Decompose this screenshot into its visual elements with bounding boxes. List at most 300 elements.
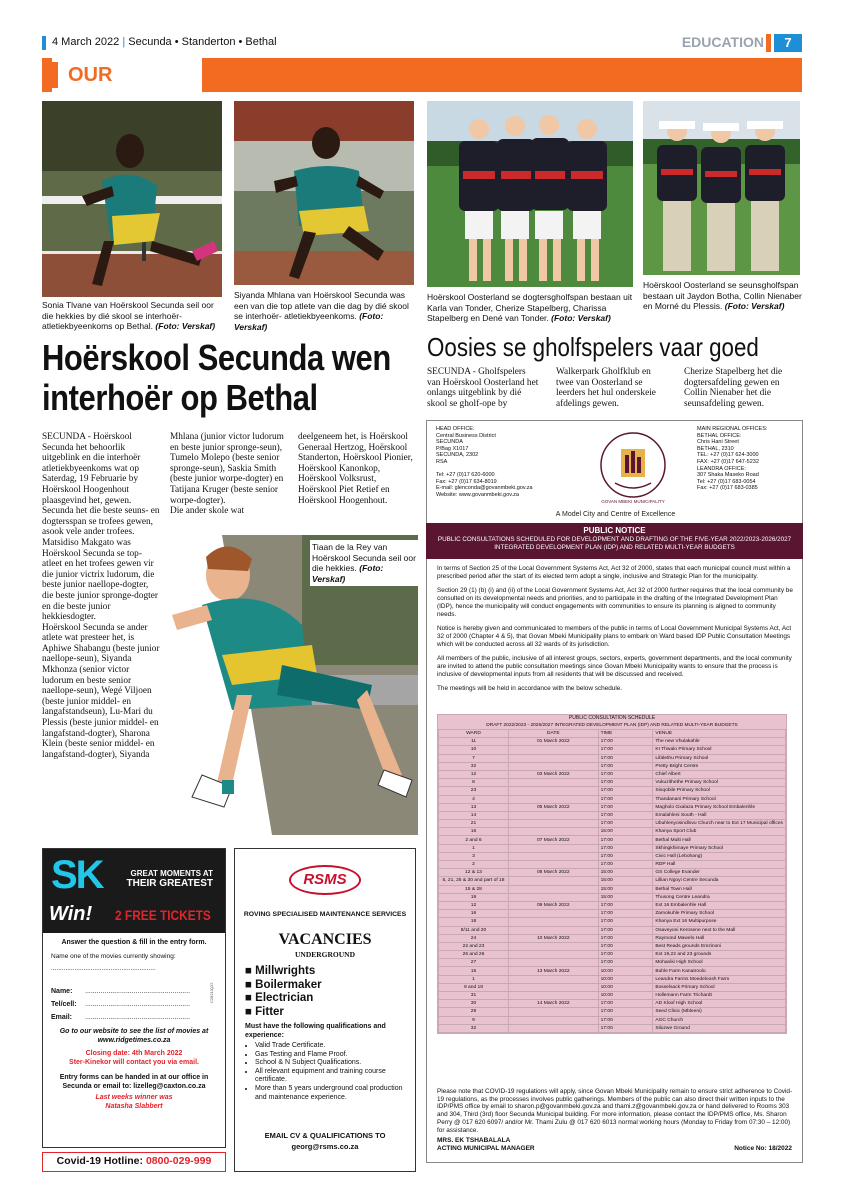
rsms-cta: EMAIL CV & QUALIFICATIONS TO — [264, 1131, 386, 1140]
photo-sonia-hurdles — [42, 101, 222, 297]
time-cell: 17:00 — [598, 787, 653, 795]
sk-instructions: Answer the question & fill in the entry form. — [61, 939, 207, 946]
date-cell: 07 March 2022 — [508, 836, 598, 844]
date-cell — [508, 844, 598, 852]
ward-cell: 7 — [439, 754, 509, 762]
photo-boys-golf-team — [643, 101, 800, 275]
time-cell: 15:00 — [598, 869, 653, 877]
rsms-logo: RSMS — [289, 865, 361, 895]
date-cell — [508, 852, 598, 860]
caption-sonia-text: Sonia Tlvane van Hoërskool Secunda seil oor die hekkies by dié skool se interhoër-atletiekbyeenkoms op Bethal. — [42, 300, 214, 331]
rsms-vacancies-ad — [234, 848, 416, 1172]
position-3: Electrician — [255, 992, 314, 1004]
schedule-row — [439, 918, 786, 926]
notice-p4: All members of the public, inclusive of all interest groups, sectors, experts, government departments, and the local community are invited to attend the public consultation meetings since Govan Mbeki Municipality wants to ensure that the process is inclusive of developmental inputs from all residents that will be discussed and received. — [437, 655, 792, 678]
position-4: Fitter — [255, 1005, 284, 1018]
page-header — [42, 34, 802, 54]
ward-cell: 8 — [439, 779, 509, 787]
photo-girls-golf-team — [427, 101, 633, 287]
time-cell: 17:00 — [598, 910, 653, 918]
ward-cell: 4 — [439, 795, 509, 803]
schedule-title: PUBLIC CONSULTATION SCHEDULE — [568, 715, 656, 721]
notice-p2: Section 29 (1) (b) (i) and (ii) of the Local Government Systems Act, Act 32 of 2000 further requires that the local community be consulted on its developmental needs and priorities, and to participate in the drafting of the Integrated Development Plan (IDP), hence the municipality will conduct engagements with communities to ensure its planning is aligned to community needs. — [437, 587, 793, 618]
schedule-table — [438, 729, 786, 1033]
venue-cell: AGC Church — [653, 1016, 786, 1024]
schedule-subtitle: DRAFT 2022/2023 - 2026/2027 INTEGRATED DEVELOPMENT PLAN (IDP) AND RELATED MULTI-YEAR BUDGETS — [486, 723, 738, 728]
rsms-tagline: ROVING SPECIALISED MAINTENANCE SERVICES — [243, 911, 407, 918]
signer-name: MRS. EK TSHABALALA — [437, 1137, 511, 1144]
date-cell — [508, 959, 598, 967]
time-cell: 17:00 — [598, 959, 653, 967]
time-cell: 17:00 — [598, 918, 653, 926]
col-header-time: TIME — [598, 730, 653, 738]
venue-cell: Lifalethu Primary School — [653, 754, 786, 762]
schedule-row — [439, 869, 786, 877]
notice-p1: In terms of Section 25 of the Local Government Systems Act, Act 32 of 2000, states that each municipal council must within a prescribed period after the start of its elected term adopt a single, inclusive and Strategic Plan for the municipality. — [437, 565, 791, 580]
position-1: Millwrights — [255, 965, 316, 977]
notice-footer: Please note that COVID-19 regulations will apply, since Govan Mbeki Municipality remain to ensure strict adherence to Covid-19 regulations, as the processes involves public gatherings. Members of the public can also direct their written inputs to the IDP/PMS office by email to sharon.p@govanmbeki.gov.za and thami.z@govanmbeki.gov.za or hand delivered to Rooms 303 and 304, Third (3rd) floor Secunda Municipal building. For more information, please contact the IDP/PMS office, Ms. Sharon Perry @ 017 620 6097/ and/or Mr. Thami Zulu @ 017 620 6013 normal working hours (Monday to Friday from 07:30 – 12:00) for assistance. — [437, 1088, 793, 1134]
ward-cell: 16 — [439, 910, 509, 918]
ward-cell: 22 and 23 — [439, 942, 509, 950]
rsms-requirements-heading: Must have the following qualifications and experience: — [245, 1023, 386, 1039]
schedule-row — [439, 893, 786, 901]
time-cell: 15:00 — [598, 885, 653, 893]
notice-subtitle: PUBLIC CONSULTATIONS SCHEDULED FOR DEVELOPMENT AND DRAFTING OF THE FIVE-YEAR 2022/2023-2026/2027 INTEGRATED DEVELOPMENT PLAN (IDP) AND RELATED MULTI-YEAR BUDGETS — [437, 536, 792, 551]
time-cell: 17:00 — [598, 811, 653, 819]
ward-cell: 5, 21, 25 & 30 and part of 18 — [439, 877, 509, 885]
schedule-row — [439, 983, 786, 991]
sk-email-field[interactable]: ...................................................... — [85, 1014, 191, 1021]
caption-girls-golf — [427, 292, 635, 324]
time-cell: 17:00 — [598, 1024, 653, 1032]
caption-sonia-credit: (Foto: Verskaf) — [155, 321, 216, 331]
caption-siyanda — [234, 290, 416, 332]
rsms-qualifications — [255, 1042, 409, 1102]
time-cell: 17:00 — [598, 738, 653, 746]
caption-boys-golf — [643, 280, 803, 312]
date-cell — [508, 861, 598, 869]
schedule-row — [439, 934, 786, 942]
schedule-row — [439, 861, 786, 869]
time-cell: 10:00 — [598, 983, 653, 991]
ward-cell: 13 — [439, 803, 509, 811]
venue-cell: AD Kloof High School — [653, 1000, 786, 1008]
ward-cell: 10 — [439, 746, 509, 754]
venue-cell: Lillian Ngoyi Centre Secunda — [653, 877, 786, 885]
time-cell: 17:00 — [598, 942, 653, 950]
time-cell: 17:00 — [598, 1016, 653, 1024]
head-office-address: HEAD OFFICE: Central Business District SECUNDA P/Bag X1017 SECUNDA, 2302 RSA Tel: +27 (0)17 620-6000 Fax: +27 (0)17 634-8019 E-mail: glenconda@govanmbeki.gov.za Website: www.govanmbeki.gov.za — [436, 426, 533, 498]
section-title: EDUCATION — [681, 34, 764, 50]
covid-label: Covid-19 Hotline: — [56, 1155, 144, 1167]
date-cell: 01 March 2022 — [508, 738, 598, 746]
headline-line-1: Hoërskool Secunda wen — [42, 337, 391, 378]
venue-cell: Vukuzithethe Primary School — [653, 779, 786, 787]
venue-cell: Zamokuhle Primary School — [653, 910, 786, 918]
ward-cell: 23 — [439, 787, 509, 795]
header-dateline — [52, 36, 277, 48]
venue-cell: RDP Hall — [653, 861, 786, 869]
schedule-row — [439, 787, 786, 795]
logo-text: GOVAN MBEKI MUNICIPALITY — [601, 499, 665, 504]
sk-tagline-1: GREAT MOMENTS AT — [130, 869, 213, 878]
date-cell: 09 March 2022 — [508, 901, 598, 909]
ward-cell: 18 — [439, 918, 509, 926]
rsms-vacancies-title: VACANCIES — [278, 931, 372, 948]
date-cell: 10 March 2022 — [508, 934, 598, 942]
schedule-row — [439, 885, 786, 893]
venue-cell: Ext 16 Embalenhle Hall — [653, 901, 786, 909]
notice-motto: A Model City and Centre of Excellence — [555, 511, 676, 518]
section-banner — [42, 58, 802, 92]
date-cell — [508, 983, 598, 991]
time-cell: 17:00 — [598, 770, 653, 778]
ward-cell: 9 — [439, 1016, 509, 1024]
venue-cell: Mohaniki High School — [653, 959, 786, 967]
date-cell — [508, 820, 598, 828]
ward-cell: 19 — [439, 893, 509, 901]
ward-cell: 26 and 26 — [439, 951, 509, 959]
ward-cell: 11 — [439, 738, 509, 746]
ward-cell: 12 — [439, 901, 509, 909]
story-secunda-col-2: Mhlana (junior victor ludorum en beste junior spronge-seun), Tumelo Molepo (beste senior spronge-seun), Saskia Smith (beste junior worpe-dogter) en Tatijana Kruger (beste senior worpe-dogter). Die ander skole wat — [170, 432, 284, 517]
date-cell — [508, 795, 598, 803]
venue-cell: The new Vhulakahle — [653, 738, 786, 746]
ward-cell: 32 — [439, 762, 509, 770]
schedule-row — [439, 975, 786, 983]
date-cell — [508, 926, 598, 934]
time-cell: 10:00 — [598, 967, 653, 975]
caption-tiaan — [310, 540, 418, 586]
notice-body — [437, 565, 795, 693]
time-cell: 17:00 — [598, 779, 653, 787]
time-cell: 17:00 — [598, 746, 653, 754]
venue-cell: Seed Clinic (Mbleeni) — [653, 1008, 786, 1016]
ward-cell: 1 — [439, 844, 509, 852]
schedule-row — [439, 836, 786, 844]
story-golf-col-3: Cherize Stapelberg het die dogtersafdeling gewen en Collin Nienaber het die seunsafdeling gewen. — [684, 367, 783, 409]
sk-last-label: Last weeks winner was — [95, 1094, 173, 1101]
time-cell: 17:00 — [598, 951, 653, 959]
sk-name-field[interactable]: ...................................................... — [85, 988, 191, 995]
date-cell — [508, 877, 598, 885]
sk-tel-label: Tel/cell: — [51, 1001, 77, 1008]
caption-tiaan-credit: (Foto: Verskaf) — [312, 563, 384, 584]
consultation-schedule — [437, 714, 787, 1034]
date-cell — [508, 1016, 598, 1024]
sterkinekor-competition-ad — [42, 848, 226, 1148]
ward-cell: 15 — [439, 967, 509, 975]
schedule-row — [439, 877, 786, 885]
ward-cell: 29 — [439, 1008, 509, 1016]
venue-cell: Civic Hall (Lebohang) — [653, 852, 786, 860]
date-cell — [508, 942, 598, 950]
date-cell — [508, 779, 598, 787]
covid-number: 0800-029-999 — [145, 1155, 212, 1167]
venue-cell: Ubuhlenyosindlovu Church near to Ext 17 Municipal offices — [653, 820, 786, 828]
date-cell — [508, 828, 598, 836]
sk-last-winner — [43, 1093, 225, 1111]
sk-closing-date: Closing date: 4th March 2022 — [85, 1050, 183, 1057]
schedule-row — [439, 820, 786, 828]
ward-cell: 3 — [439, 852, 509, 860]
square-bullet-icon: ■ — [245, 992, 256, 1004]
time-cell: 17:00 — [598, 762, 653, 770]
date-cell — [508, 910, 598, 918]
col-header-ward: WARD — [439, 730, 509, 738]
time-cell: 17:00 — [598, 861, 653, 869]
venue-cell: GS College Evander — [653, 869, 786, 877]
rsms-email-link[interactable]: georg@rsms.co.za — [291, 1142, 359, 1151]
schedule-row — [439, 754, 786, 762]
time-cell: 17:00 — [598, 803, 653, 811]
story-golf-col-1: SECUNDA - Gholfspelers van Hoërskool Oosterland het onlangs uitgeblink by dié skool se gholf-ope by — [427, 367, 539, 409]
story-golf-col-2: Walkerpark Gholfklub en twee van Oosterland se leerders het hul onderskeie afdelings gewen. — [556, 367, 656, 409]
rsms-positions — [245, 965, 322, 1019]
square-bullet-icon: ■ — [245, 978, 256, 991]
col-header-date: DATE — [508, 730, 598, 738]
date-cell — [508, 787, 598, 795]
schedule-row — [439, 910, 786, 918]
notice-p5: The meetings will be held in accordance with the below schedule. — [437, 685, 623, 693]
notice-number: Notice No: 18/2022 — [734, 1145, 792, 1152]
story-golf-headline: Oosies se gholfspelers vaar goed — [427, 332, 759, 362]
schedule-row — [439, 844, 786, 852]
schedule-row — [439, 1024, 786, 1032]
sk-winner-name: Natasha Slabbert — [105, 1103, 163, 1110]
venue-cell: KI Thwalo Primary School — [653, 746, 786, 754]
story-secunda-col-1: SECUNDA - Hoërskool Secunda het behoorlik uitgeblink en die interhoër atletiekbyeenkoms wat op Saterdag, 19 Februarie by Hoërskool Hoogenhout plaasgevind het, gewen. Secunda het die beste seuns- en dogtersspan se trofees gewen, asook vele ander trofees. Matsidiso Makgato was Hoërskool Secunda se top-atleet en het trofees gewen vir die junior victrix ludorum, die beste junior naellope-dogter, die beste junior spronge-dogter en die beste junior hekkiesdogter. Hoërskool Secunda se ander atlete wat presteer het, is Aphiwe Shabangu (beste junior naellope-seun), Siyanda Mkhonza (senior victor ludorum en beste senior naellope-seun), Wegé Viljoen (beste junior middel- en langafstandseun), Lu-Mari du Plessis (beste junior middel- en langafstand-dogter), Sharona Klein (beste senior middel- en langafstand-dogter), Siyanda — [42, 432, 160, 760]
story-secunda-col-3: deelgeneem het, is Hoërskool Generaal Hertzog, Hoërskool Standerton, Hoërskool Pionier, Hoërskool Kanonkop, Hoërskool Volksrust, Hoërskool Piet Retief en Hoërskool Hoogenhout. — [298, 432, 413, 506]
schedule-row — [439, 951, 786, 959]
schedule-row — [439, 901, 786, 909]
qualification-4: • All relevant equipment and training course certificate. — [255, 1068, 409, 1085]
page-number: 7 — [774, 34, 802, 52]
sk-prize: 2 FREE TICKETS — [115, 907, 211, 923]
sk-ad-code: C2821/Q22 — [209, 982, 214, 1003]
schedule-row — [439, 1016, 786, 1024]
qualification-5: • More than 5 years underground coal production and maintenance experience. — [255, 1085, 409, 1102]
date-cell: 05 March 2022 — [508, 803, 598, 811]
photo-siyanda-hurdles — [234, 101, 414, 285]
notice-title: PUBLIC NOTICE — [583, 526, 646, 535]
schedule-row — [439, 967, 786, 975]
schedule-row — [439, 1000, 786, 1008]
schedule-row — [439, 959, 786, 967]
schedule-header-row — [439, 730, 786, 738]
schedule-row — [439, 795, 786, 803]
venue-cell: Khanya Sport Club — [653, 828, 786, 836]
regional-offices-address: MAIN REGIONAL OFFICES: BETHAL OFFICE: Chris Hani Street BETHAL, 2310 TEL: +27 (0)17 624-3000 FAX: +27 (0)17 647-5232 LEANDRA OFFICE: 307 Shaka Maseko Road Tel: +27 (0)17 683-0054 Fax: +27 (0)17 683-0385 — [697, 426, 768, 492]
sk-name-label: Name: — [51, 988, 73, 995]
ward-cell: 31 — [439, 992, 509, 1000]
header-places: Secunda • Standerton • Bethal — [128, 36, 277, 48]
venue-cell: Emalahleni South - Hall — [653, 811, 786, 819]
venue-cell: Magholo Gxalaza Primary School Embalenhle — [653, 803, 786, 811]
headline-line-2: interhoër op Bethal — [42, 377, 318, 418]
caption-siyanda-credit: (Foto: Verskaf) — [234, 311, 384, 332]
venue-cell: Bosselsack Primary School — [653, 983, 786, 991]
municipality-logo — [595, 427, 671, 511]
date-cell — [508, 992, 598, 1000]
time-cell: 17:00 — [598, 820, 653, 828]
sk-tagline-2: THEIR GREATEST — [126, 878, 213, 889]
ward-cell: 2 — [439, 861, 509, 869]
venue-cell: Bethal Multi Hall — [653, 836, 786, 844]
rsms-underground: UNDERGROUND — [295, 950, 355, 959]
date-cell: 03 March 2022 — [508, 770, 598, 778]
venue-cell: Chief Albert — [653, 770, 786, 778]
schedule-row — [439, 770, 786, 778]
time-cell: 10:00 — [598, 975, 653, 983]
ward-cell: 30 — [439, 1000, 509, 1008]
time-cell: 10:00 — [598, 992, 653, 1000]
schedule-row — [439, 779, 786, 787]
ward-cell: 12 — [439, 770, 509, 778]
qualification-1: • Valid Trade Certificate. — [255, 1042, 409, 1051]
sk-tel-field[interactable]: ...................................................... — [85, 1001, 191, 1008]
ward-cell: 27 — [439, 959, 509, 967]
time-cell: 17:00 — [598, 1008, 653, 1016]
ward-cell: 15 & 28 — [439, 885, 509, 893]
schedule-row — [439, 738, 786, 746]
venue-cell: Thusong Centre Leandra — [653, 893, 786, 901]
date-cell: 13 March 2022 — [508, 967, 598, 975]
schedule-row — [439, 746, 786, 754]
signer-title: ACTING MUNICIPAL MANAGER — [437, 1145, 535, 1152]
venue-cell: Leandra Farms Moedeloosh Farm — [653, 975, 786, 983]
sk-contact-note: Ster-Kinekor will contact you via email. — [69, 1059, 199, 1066]
time-cell: 15:00 — [598, 893, 653, 901]
qualification-2: • Gas Testing and Flame Proof. — [255, 1051, 409, 1060]
date-cell — [508, 893, 598, 901]
time-cell: 17:00 — [598, 852, 653, 860]
ward-cell: 2 and 6 — [439, 836, 509, 844]
sk-form — [51, 985, 190, 1024]
time-cell: 17:00 — [598, 934, 653, 942]
caption-boys-golf-text: Hoërskool Oosterland se seunsgholfspan bestaan uit Jaydon Botha, Collin Nienaber en Morné du Plessis. — [643, 280, 802, 311]
square-bullet-icon: ■ — [245, 965, 256, 977]
ward-cell: 12 & 13 — [439, 869, 509, 877]
schedule-row — [439, 828, 786, 836]
ward-cell: 21 — [439, 820, 509, 828]
date-cell — [508, 885, 598, 893]
schedule-row — [439, 992, 786, 1000]
caption-siyanda-text: Siyanda Mhlana van Hoërskool Secunda was een van die top atlete van die dag by dié skool se interhoër- atletiekbyeenkoms. — [234, 290, 409, 321]
square-bullet-icon: ■ — [245, 1005, 256, 1018]
story-secunda-headline — [42, 338, 422, 418]
sk-entry: Entry forms can be handed in at our office in Secunda or email to: lizelleg@caxton.co.za — [59, 1074, 209, 1090]
schedule-row — [439, 803, 786, 811]
time-cell: 15:00 — [598, 877, 653, 885]
section-banner-label: OUR — [52, 58, 202, 92]
venue-cell: Thandanani Primary School — [653, 795, 786, 803]
ward-cell: 14 — [439, 811, 509, 819]
ward-cell: 9 and 18 — [439, 983, 509, 991]
caption-tiaan-text: Tiaan de la Rey van Hoërskool Secunda seil oor die hekkies. — [312, 542, 416, 573]
time-cell: 17:00 — [598, 795, 653, 803]
time-cell: 17:00 — [598, 754, 653, 762]
qualification-3: • School & N Subject Qualifications. — [255, 1059, 409, 1068]
date-cell — [508, 918, 598, 926]
ward-cell: 8/11 and 20 — [439, 926, 509, 934]
venue-cell: Buhle Farm Kanatroolo — [653, 967, 786, 975]
venue-cell: Raymond Mawelo Hall — [653, 934, 786, 942]
venue-cell: Bethal Town Hall — [653, 885, 786, 893]
sk-logo: SK — [51, 853, 103, 897]
date-cell — [508, 1008, 598, 1016]
date-cell: 14 March 2022 — [508, 1000, 598, 1008]
date-cell — [508, 1024, 598, 1032]
date-cell — [508, 975, 598, 983]
venue-cell: Best Reads grounds Emzinoni — [653, 942, 786, 950]
venue-cell: Hollemann Farm Trichardt — [653, 992, 786, 1000]
date-cell — [508, 754, 598, 762]
notice-title-band — [426, 523, 803, 559]
ward-cell: 32 — [439, 1024, 509, 1032]
time-cell: 17:00 — [598, 844, 653, 852]
story-golf-headline-wrap — [427, 332, 807, 362]
schedule-row — [439, 852, 786, 860]
col-header-venue: VENUE — [653, 730, 786, 738]
sk-win: Win! — [49, 903, 93, 925]
venue-cell: Pretty Bright Centre — [653, 762, 786, 770]
issue-date: 4 March 2022 — [52, 36, 120, 48]
venue-cell: Skhingkhimaye Primary School — [653, 844, 786, 852]
caption-sonia — [42, 300, 224, 332]
notice-signature — [437, 1137, 535, 1153]
sk-banner — [43, 849, 225, 933]
caption-boys-golf-credit: (Foto: Verskaf) — [724, 301, 785, 311]
notice-p3: Notice is hereby given and communicated to members of the public in terms of Local Government Municipal Systems Act, Act 32 of 2000 (Chapter 4 & 5), that Govan Mbeki Municipality plans to embark on Ward based IDP Public Consultation Meetings which will be conducted across all 32 wards of its jurisdiction. — [437, 625, 792, 648]
ward-cell: 1 — [439, 975, 509, 983]
position-2: Boilermaker — [255, 978, 322, 991]
ward-cell: 16 — [439, 828, 509, 836]
venue-cell: Sinqobile Primary School — [653, 787, 786, 795]
date-cell — [508, 951, 598, 959]
venue-cell: Ext 19,22 and 23 grounds — [653, 951, 786, 959]
sk-question: Name one of the movies currently showing: — [51, 953, 176, 960]
caption-girls-golf-text: Hoërskool Oosterland se dogtersgholfspan bestaan uit Karla van Tonder, Cherize Stapelberg, Charissa Stapelberg en Dené van Tonder. — [427, 292, 633, 323]
time-cell: 17:00 — [598, 926, 653, 934]
schedule-row — [439, 762, 786, 770]
header-separator: | — [122, 36, 126, 48]
caption-girls-golf-credit: (Foto: Verskaf) — [551, 313, 611, 323]
time-cell: 17:00 — [598, 901, 653, 909]
time-cell: 15:00 — [598, 828, 653, 836]
sk-answer-line: .......................................................... — [51, 965, 156, 972]
header-accent-bar — [42, 36, 46, 50]
time-cell: 17:00 — [598, 1000, 653, 1008]
sk-email-label: Email: — [51, 1014, 73, 1021]
venue-cell: Khanya Ext 16 Multipurpose — [653, 918, 786, 926]
sk-website: Go to our website to see the list of movies at www.ridgetimes.co.za — [59, 1028, 209, 1044]
date-cell — [508, 811, 598, 819]
date-cell: 08 March 2022 — [508, 869, 598, 877]
date-cell — [508, 762, 598, 770]
time-cell: 17:00 — [598, 836, 653, 844]
sk-tagline — [109, 869, 213, 889]
schedule-row — [439, 1008, 786, 1016]
covid-hotline — [42, 1152, 226, 1172]
venue-cell: Osaveyoni Kerosene next to the Mall — [653, 926, 786, 934]
schedule-row — [439, 942, 786, 950]
schedule-row — [439, 926, 786, 934]
ward-cell: 24 — [439, 934, 509, 942]
municipal-public-notice — [426, 420, 803, 1163]
sk-closing — [43, 1049, 225, 1067]
venue-cell: Siluzwe Ground — [653, 1024, 786, 1032]
